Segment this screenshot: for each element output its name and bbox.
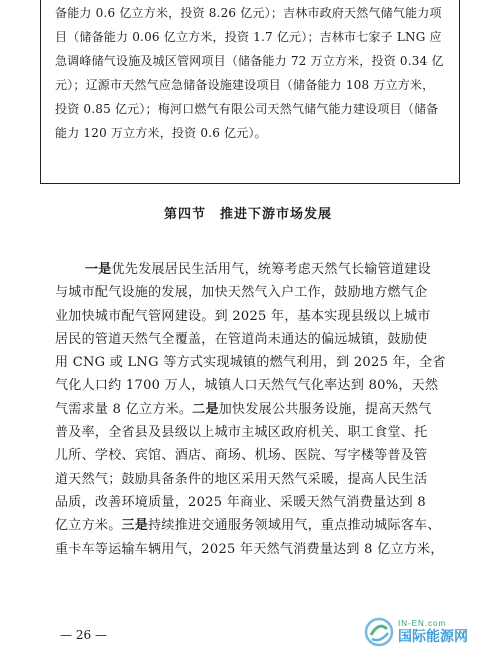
body-paragraph	[55, 258, 460, 561]
watermark-logo-icon	[364, 617, 394, 647]
box-line: 投资 0.85 亿元）；梅河口燃气有限公司天然气储气能力建设项目（储备	[55, 102, 439, 116]
watermark-url: IN-EN.com	[398, 619, 447, 628]
page-number: — 26 —	[60, 628, 107, 642]
paragraph-line: 与城市配气设施的发展，加快天然气入户工作，鼓励地方燃气企	[55, 285, 428, 301]
bold-keyword: 二是	[192, 401, 219, 417]
paragraph-line: 用 CNG 或 LNG 等方式实现城镇的燃气利用，到 2025 年，全省	[55, 355, 446, 371]
section-title: 第四节 推进下游市场发展	[163, 207, 332, 222]
box-line: 急调峰储气设施及城区管网项目（储备能力 72 万立方米，投资 0.34 亿	[55, 54, 444, 68]
paragraph-line: 气需求量 8 亿立方米。二是加快发展公共服务设施，提高天然气	[55, 401, 432, 417]
box-line: 能力 120 万立方米，投资 0.6 亿元）。	[55, 126, 267, 140]
paragraph-line: 居民的管道天然气全覆盖，在管道尚未通达的偏远城镇，鼓励使	[55, 331, 428, 347]
paragraph-line: 重卡车等运输车辆用气，2025 年天然气消费量达到 8 亿立方米，	[55, 541, 444, 557]
paragraph-line: 一是优先发展居民生活用气，统筹考虑天然气长输管道建设	[85, 262, 431, 277]
watermark-name: 国际能源网	[398, 629, 468, 645]
project-list-box	[40, 0, 460, 184]
paragraph-line: 业加快城市配气管网建设。到 2025 年，基本实现县级以上城市	[55, 308, 431, 324]
paragraph-line: 普及率，全省县及县级以上城市主城区政府机关、职工食堂、托	[55, 425, 428, 441]
paragraph-line: 道天然气；鼓励具备条件的地区采用天然气采暖，提高人民生活	[55, 471, 428, 487]
paragraph-line: 儿所、学校、宾馆、酒店、商场、机场、医院、写字楼等普及管	[55, 448, 428, 464]
bold-keyword: 一是	[85, 262, 112, 277]
paragraph-line: 亿立方米。三是持续推进交通服务领域用气，重点推动城际客车、	[55, 518, 441, 534]
paragraph-line: 品质，改善环境质量，2025 年商业、采暖天然气消费量达到 8	[55, 494, 426, 510]
bold-keyword: 三是	[121, 518, 149, 534]
box-line: 目（储备能力 0.06 亿立方米，投资 1.7 亿元）；吉林市七家子 LNG 应	[55, 30, 442, 44]
watermark	[364, 612, 484, 652]
watermark-text	[398, 620, 468, 644]
box-line: 元）；辽源市天然气应急储备设施建设项目（储备能力 108 万立方米，	[55, 78, 435, 92]
box-line: 备能力 0.6 亿立方米，投资 8.26 亿元）；吉林市政府天然气储气能力项	[55, 6, 442, 20]
paragraph-line: 气化人口约 1700 万人，城镇人口天然气气化率达到 80%，天然	[55, 378, 439, 394]
